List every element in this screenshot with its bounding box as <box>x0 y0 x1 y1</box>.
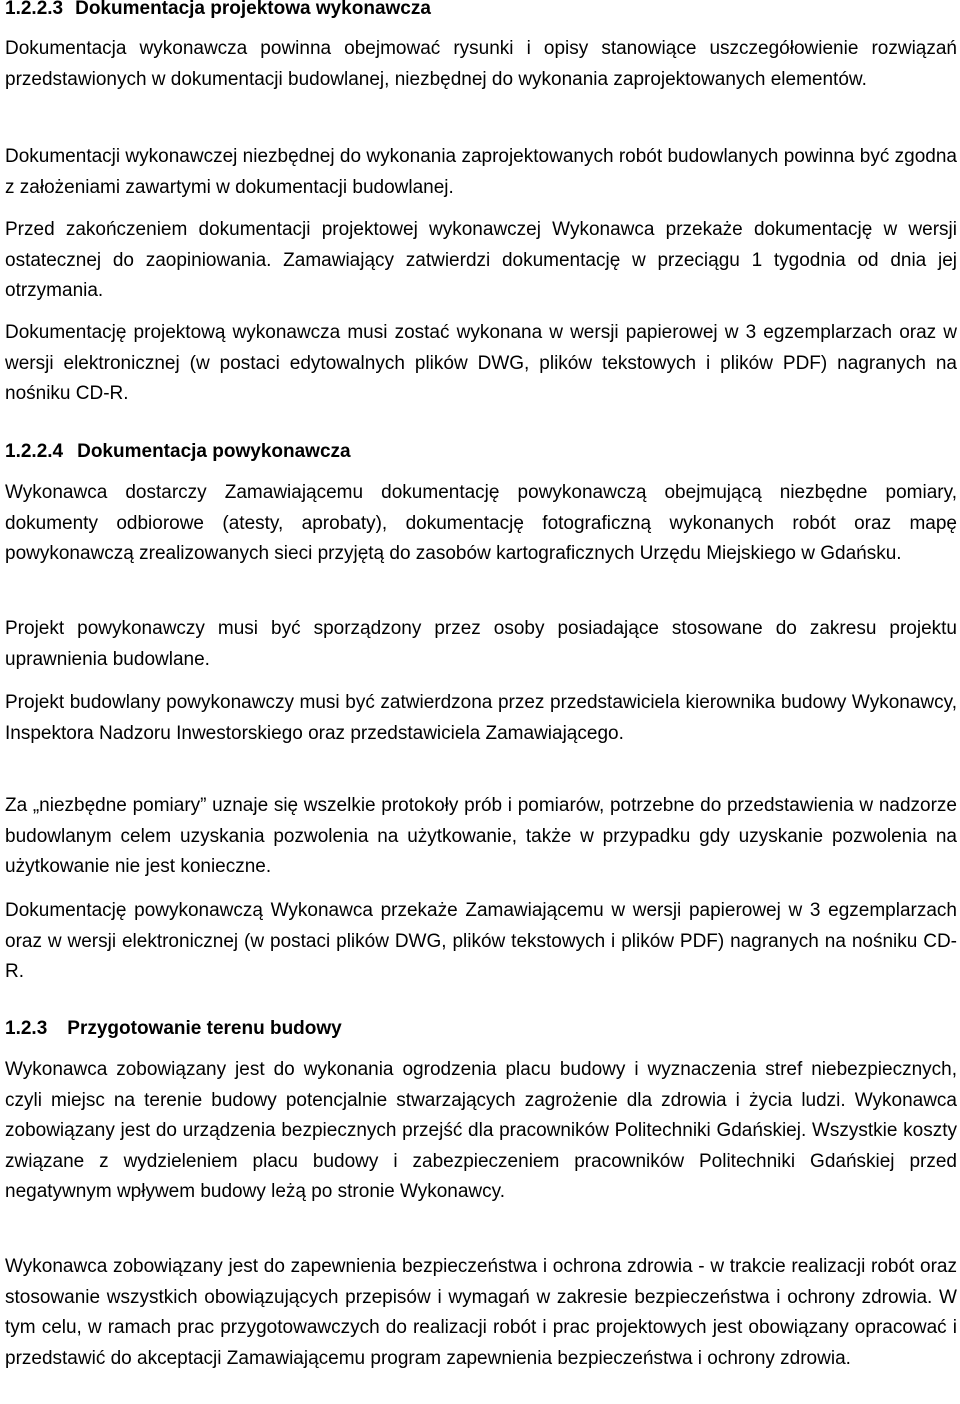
paragraph: Projekt powykonawczy musi być sporządzony przez osoby posiadające stosowane do zakresu projektu uprawnienia budowlane. <box>5 618 957 670</box>
section-title: Przygotowanie terenu budowy <box>67 1018 342 1039</box>
section-title: Dokumentacja powykonawcza <box>77 441 351 462</box>
paragraph: Dokumentacji wykonawczej niezbędnej do wykonania zaprojektowanych robót budowlanych powinna być zgodna z założeniami zawartymi w dokumentacji budowlanej. <box>5 146 957 198</box>
section-heading-1-2-2-3 <box>5 0 431 20</box>
section-heading-1-2-2-4 <box>5 441 351 463</box>
paragraph: Dokumentację powykonawczą Wykonawca przekaże Zamawiającemu w wersji papierowej w 3 egzemplarzach oraz w wersji elektronicznej (w postaci plików DWG, plików tekstowych i plików PDF) nagranych na nośniku CD-R. <box>5 900 957 982</box>
paragraph: Przed zakończeniem dokumentacji projektowej wykonawczej Wykonawca przekaże dokumentację w wersji ostatecznej do zaopiniowania. Zamawiający zatwierdzi dokumentację w przeciągu 1 tygodnia od dnia jej otrzymania. <box>5 219 957 301</box>
paragraph: Wykonawca zobowiązany jest do zapewnienia bezpieczeństwa i ochrona zdrowia - w trakcie realizacji robót oraz stosowanie wszystkich obowiązujących przepisów i wymagań w zakresie bezpieczeństwa i ochrony zdrowia. W tym celu, w ramach prac przygotowawczych do realizacji robót i prac projektowych jest obowiązany opracować i przedstawić do akceptacji Zamawiającemu program zapewnienia bezpieczeństwa i ochrony zdrowia. <box>5 1256 957 1369</box>
section-number: 1.2.2.4 <box>5 441 64 462</box>
section-title: Dokumentacja projektowa wykonawcza <box>75 0 431 19</box>
section-number: 1.2.2.3 <box>5 0 64 19</box>
paragraph: Projekt budowlany powykonawczy musi być zatwierdzona przez przedstawiciela kierownika budowy Wykonawcy, Inspektora Nadzoru Inwestorskiego oraz przedstawiciela Zamawiającego. <box>5 692 957 744</box>
paragraph: Dokumentację projektową wykonawcza musi zostać wykonana w wersji papierowej w 3 egzemplarzach oraz w wersji elektronicznej (w postaci edytowalnych plików DWG, plików tekstowych i plików PDF) nagranych na nośniku CD-R. <box>5 322 957 404</box>
section-number: 1.2.3 <box>5 1018 48 1039</box>
paragraph: Wykonawca zobowiązany jest do wykonania ogrodzenia placu budowy i wyznaczenia stref niebezpiecznych, czyli miejsc na terenie budowy potencjalnie stwarzających zagrożenie dla zdrowia i życia ludzi. Wykonawca zobowiązany jest do urządzenia bezpiecznych przejść dla pracowników Politechniki Gdańskiej. Wszystkie koszty związane z wydzieleniem placu budowy i zabezpieczeniem pracowników Politechniki Gdańskiej przed negatywnym wpływem budowy leżą po stronie Wykonawcy. <box>5 1059 957 1202</box>
section-heading-1-2-3 <box>5 1018 342 1040</box>
paragraph: Dokumentacja wykonawcza powinna obejmować rysunki i opisy stanowiące uszczegółowienie rozwiązań przedstawionych w dokumentacji budowlanej, niezbędnej do wykonania zaprojektowanych elementów. <box>5 38 957 90</box>
paragraph: Za „niezbędne pomiary” uznaje się wszelkie protokoły prób i pomiarów, potrzebne do przedstawienia w nadzorze budowlanym celem uzyskania pozwolenia na użytkowanie, także w przypadku gdy uzyskanie pozwolenia na użytkowanie nie jest konieczne. <box>5 795 957 877</box>
paragraph: Wykonawca dostarczy Zamawiającemu dokumentację powykonawczą obejmującą niezbędne pomiary, dokumenty odbiorowe (atesty, aprobaty), dokumentację fotograficzną wykonanych robót oraz mapę powykonawczą zrealizowanych sieci przyjętą do zasobów kartograficznych Urzędu Miejskiego w Gdańsku. <box>5 482 957 564</box>
